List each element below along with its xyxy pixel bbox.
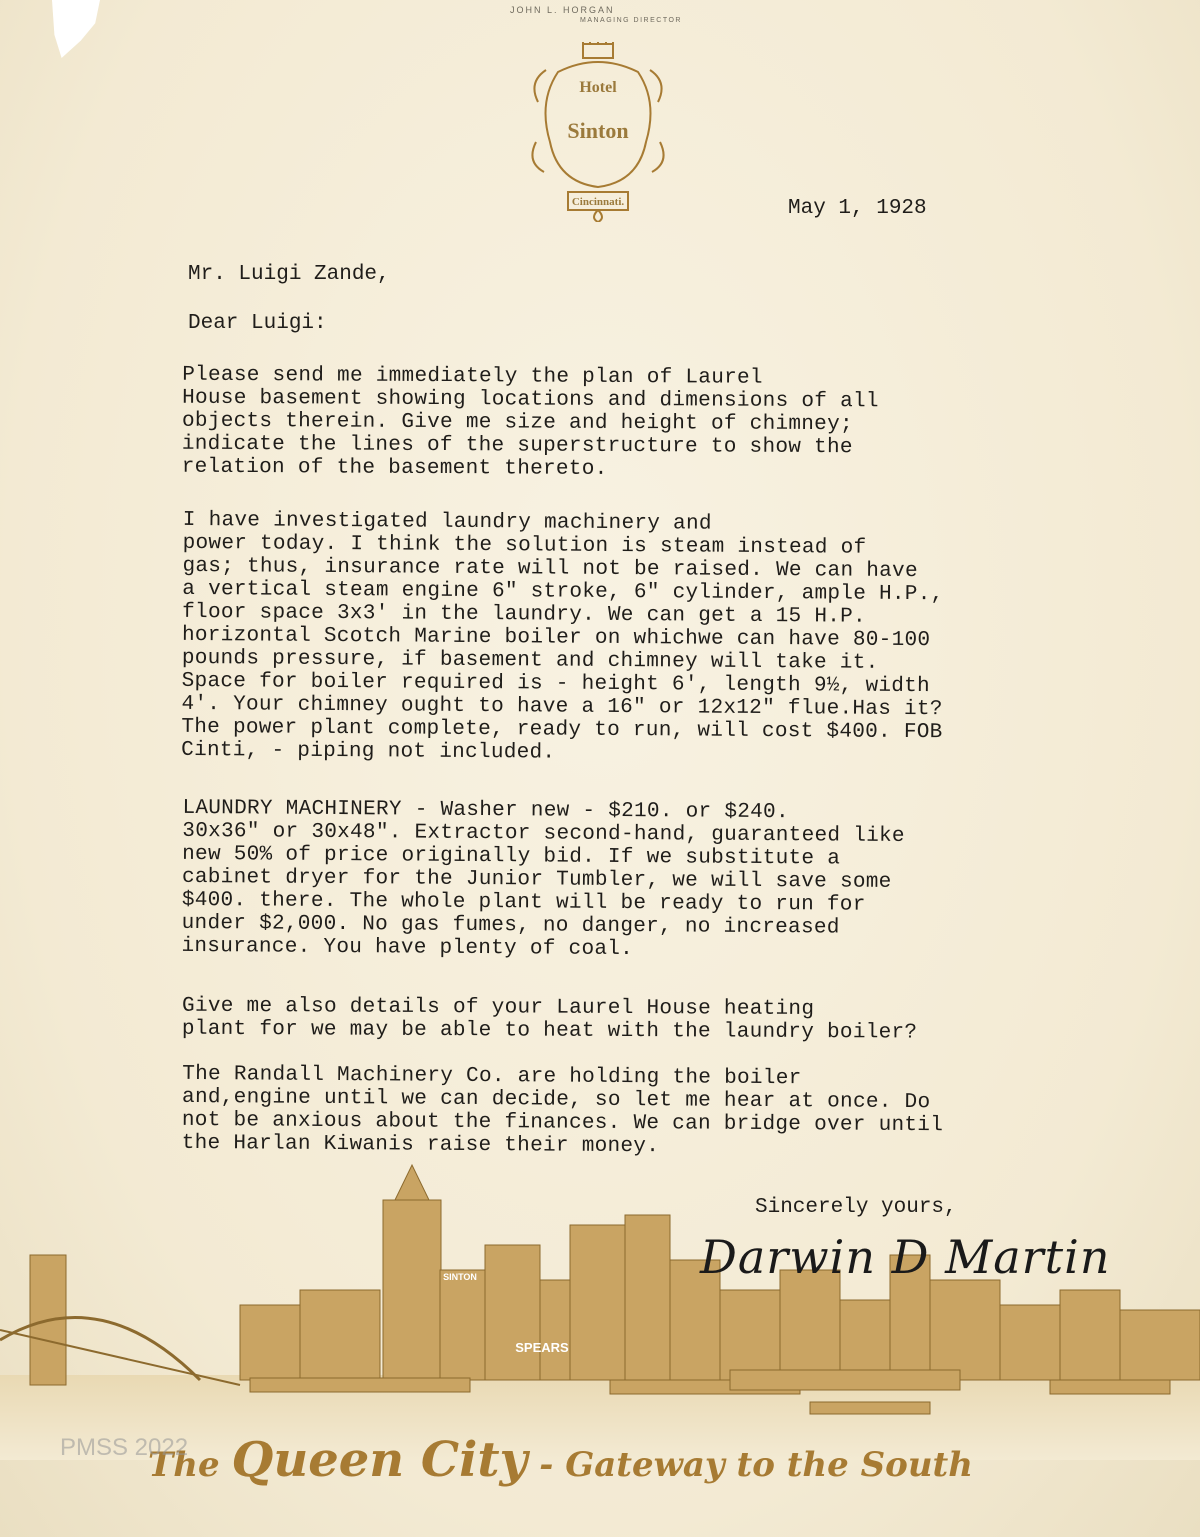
crest-line3: Cincinnati. [571,196,625,208]
recipient-line: Mr. Luigi Zande, [188,263,390,286]
paragraph-basement-plan: Please send me immediately the plan of Laurel House basement showing locations and dimensions of all objects therein. Give me size and height of chimney; indicate the lines of the superstructure to show the relation of the basement thereto. [181,363,879,481]
cincinnati-skyline-illustration [0,1160,1200,1460]
closing: Sincerely yours, [755,1196,957,1219]
crest-line1: Hotel [579,79,617,96]
letter-date: May 1, 1928 [788,197,927,220]
paragraph-laundry-machinery: LAUNDRY MACHINERY - Washer new - $210. or $240. 30x36" or 30x48". Extractor second-hand, guaranteed like new 50% of price originally bid. If we substitute a cabinet dryer for the Junior Tumbler, we will save some $400. there. The whole plant will be ready to run for under $2,000. No gas fumes, no danger, no increased insurance. You have plenty of coal. [181,796,905,962]
motto-the: The [148,1445,220,1485]
footer-motto [148,1432,1048,1488]
paragraph-randall-machinery: The Randall Machinery Co. are holding the boiler and,engine until we can decide, so let me hear at once. Do not be anxious about the finances. We can bridge over until the Harlan Kiwanis raise their money. [181,1062,944,1159]
paragraph-heating-plant: Give me also details of your Laurel House heating plant for we may be able to heat with the laundry boiler? [181,994,918,1045]
letterhead-name: JOHN L. HORGAN [510,5,615,15]
crest-line2: Sinton [567,118,629,143]
sign-spears: SPEARS [515,1340,569,1355]
watermark: PMSS 2022 [60,1434,189,1461]
motto-queen-city: Queen City [231,1432,528,1488]
paragraph-laundry-power: I have investigated laundry machinery and power today. I think the solution is steam instead of gas; thus, insurance rate will not be raised. We can have a vertical steam engine 6" stroke, 6" cylinder, ample H.P., floor space 3x3' in the laundry. We can get a 15 H.P. horizontal Scotch Marine boiler on whichwe can have 80-100 pounds pressure, if basement and chimney will take it. Space for boiler required is - height 6', length 9½, width 4'. Your chimney ought to have a 16" or 12x12" flue.Has it? The power plant complete, ready to run, will cost $400. FOB Cinti, - piping not included. [181,508,944,765]
sign-sinton: SINTON [443,1272,477,1282]
motto-gateway: - Gateway to the South [539,1445,973,1485]
letterhead-title: MANAGING DIRECTOR [580,17,682,24]
salutation: Dear Luigi: [188,312,327,335]
signature: Darwin D Martin [700,1230,1111,1284]
hotel-crest-logo [528,42,668,222]
